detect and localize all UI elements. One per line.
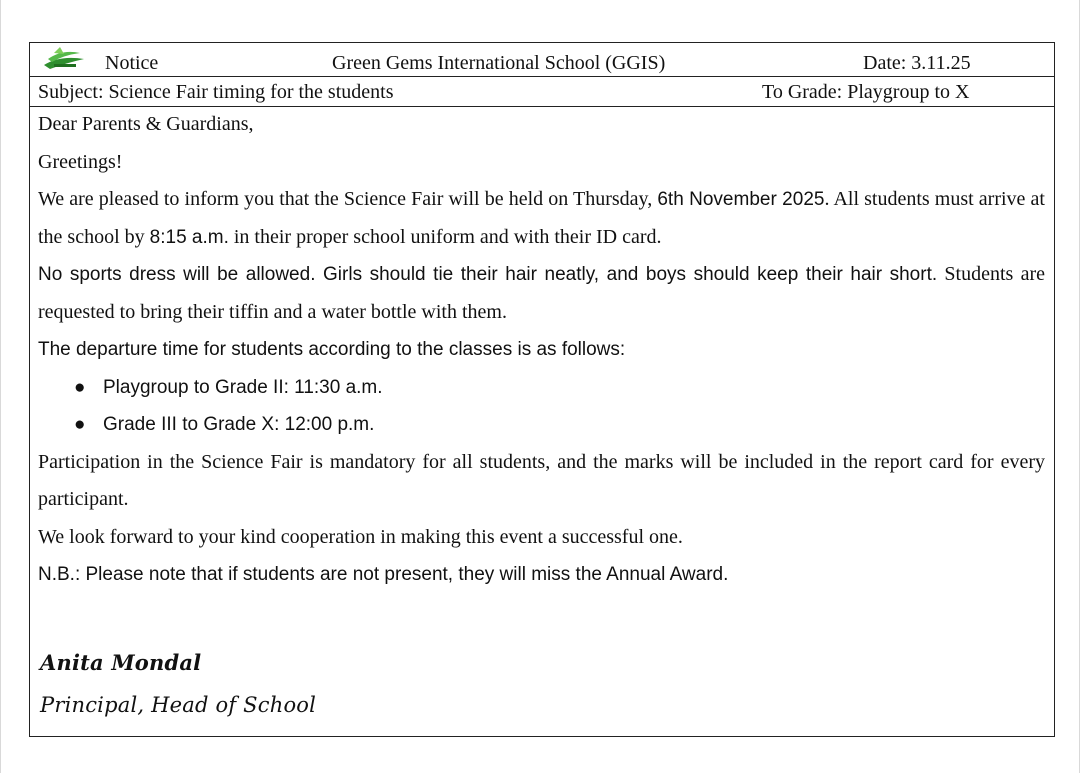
subject-line: Subject: Science Fair timing for the students <box>38 81 394 103</box>
fair-date: 6th November 2025 <box>657 189 825 210</box>
bullet-icon: ● <box>74 414 86 435</box>
p1-text-2: . All students must arrive at the school by <box>38 188 1045 248</box>
look-forward-line: We look forward to your kind cooperation in making this event a successful one. <box>38 525 683 548</box>
notice-label: Notice <box>105 52 159 74</box>
signature-name: Anita Mondal <box>40 650 202 675</box>
arrival-time: 8:15 a.m. <box>149 226 229 248</box>
notice-document <box>29 42 1055 737</box>
bullet-icon: ● <box>74 376 86 398</box>
p1-text-3: in their proper school uniform and with their ID card. <box>228 225 662 248</box>
departure-list <box>38 369 1045 444</box>
school-logo-icon <box>40 45 88 73</box>
participation-paragraph: Participation in the Science Fair is mandatory for all students, and the marks will be included in the report card for every participant. <box>38 450 1045 510</box>
departure-item-text: Playgroup to Grade II: 11:30 a.m. <box>103 376 383 398</box>
greeting: Greetings! <box>38 150 123 173</box>
signature-title: Principal, Head of School <box>40 693 317 717</box>
notice-date: Date: 3.11.25 <box>863 52 971 74</box>
list-item <box>38 406 1045 444</box>
header-row <box>30 43 1054 77</box>
to-grade: To Grade: Playgroup to X <box>762 81 970 103</box>
dress-rule: No sports dress will be allowed. Girls should tie their hair neatly, and boys should keep their hair short. <box>38 264 938 285</box>
departure-intro: The departure time for students according to the classes is as follows: <box>38 339 626 360</box>
notice-body <box>38 106 1045 594</box>
departure-item-text: Grade III to Grade X: 12:00 p.m. <box>103 414 375 435</box>
subject-row <box>30 77 1054 107</box>
paragraph-fair-date <box>38 181 1045 256</box>
school-name: Green Gems International School (GGIS) <box>332 52 666 74</box>
paragraph-dress-code <box>38 256 1045 331</box>
list-item <box>38 369 1045 407</box>
salutation: Dear Parents & Guardians, <box>38 113 254 135</box>
tiffin-note: Students are requested to bring their tiffin and a water bottle with them. <box>38 263 1045 323</box>
p1-text: We are pleased to inform you that the Science Fair will be held on Thursday, <box>38 188 658 210</box>
nb-line: N.B.: Please note that if students are not present, they will miss the Annual Award. <box>38 564 729 585</box>
